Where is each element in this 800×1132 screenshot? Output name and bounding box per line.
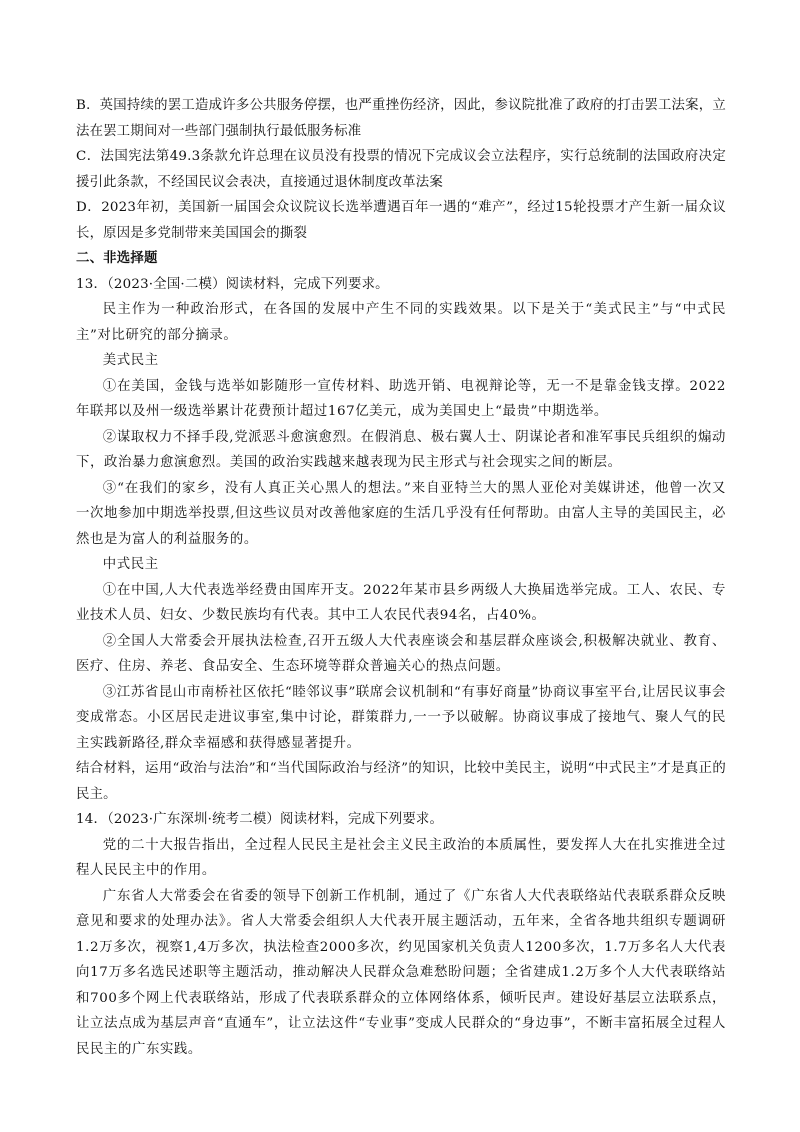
q14-paragraph-2: 广东省人大常委会在省委的领导下创新工作机制，通过了《广东省人大代表联络站代表联系群众反映意见和要求的处理办法》。省人大常委会组织人大代表开展主题活动，五年来，全省各地共组织专题调研1.2万多次，视察1,4万多次，执法检查2000多次，约见国家机关负责人1200多次，1.7万多名人大代表向17万多名选民述职等主题活动，推动解决人民群众急难愁盼问题；全省建成1.2万多个人大代表联络站和700多个网上代表联络站，形成了代表联系群众的立体网络体系，倾听民声。建设好基层立法联系点，让立法点成为基层声音“直通车”，让立法这件“专业事”变成人民群众的“身边事”，不断丰富拓展全过程人民民主的广东实践。 bbox=[76, 888, 726, 1057]
q13-intro: 民主作为一种政治形式，在各国的发展中产生不同的实践效果。以下是关于“美式民主”与“中式民主”对比研究的部分摘录。 bbox=[76, 302, 726, 343]
q13-cn-item-1: ①在中国,人大代表选举经费由国库开支。2022年某市县乡两级人大换届选举完成。工人、农民、专业技术人员、妇女、少数民族均有代表。其中工人农民代表94名，占40%。 bbox=[76, 582, 726, 623]
option-b: B．英国持续的罢工造成许多公共服务停摆，也严重挫伤经济，因此，参议院批准了政府的打击罢工法案，立法在罢工期间对一些部门强制执行最低服务标准 bbox=[76, 98, 726, 139]
document-page bbox=[76, 93, 726, 1062]
q13-us-item-1: ①在美国，金钱与选举如影随形一宣传材料、助选开销、电视辩论等，无一不是靠金钱支撑。2022年联邦以及州一级选举累计花费预计超过167亿美元，成为美国史上“最贵”中期选举。 bbox=[76, 378, 726, 419]
q14-paragraph-1: 党的二十大报告指出，全过程人民民主是社会主义民主政治的本质属性，要发挥人大在扎实推进全过程人民民主中的作用。 bbox=[76, 837, 726, 878]
option-d: D．2023年初，美国新一届国会众议院议长选举遭遇百年一遇的“难产”，经过15轮投票才产生新一届众议长，原因是多党制带来美国国会的撕裂 bbox=[76, 200, 726, 241]
q13-us-item-2: ②谋取权力不择手段,党派恶斗愈演愈烈。在假消息、极右翼人士、阴谋论者和准军事民兵组织的煽动下，政治暴力愈演愈烈。美国的政治实践越来越表现为民主形式与社会现实之间的断层。 bbox=[76, 429, 726, 470]
q13-cn-item-3: ③江苏省昆山市南桥社区依托“睦邻议事”联席会议机制和“有事好商量”协商议事室平台,让居民议事会变成常态。小区居民走进议事室,集中讨论，群策群力,一一予以破解。协商议事成了接地气、聚人气的民主实践新路径,群众幸福感和获得感显著提升。 bbox=[76, 684, 726, 751]
question-13-header: 13．（2023·全国·二模）阅读材料，完成下列要求。 bbox=[76, 276, 389, 292]
section-heading: 二、非选择题 bbox=[76, 251, 158, 266]
q13-cn-title: 中式民主 bbox=[102, 557, 159, 572]
question-14-header: 14．（2023·广东深圳·统考二模）阅读材料，完成下列要求。 bbox=[76, 812, 444, 827]
q13-us-item-3: ③“在我们的家乡，没有人真正关心黑人的想法。”来自亚特兰大的黑人亚伦对美媒讲述，他曾一次又一次地参加中期选举投票,但这些议员对改善他家庭的生活几乎没有任何帮助。由富人主导的美国民主，必然也是为富人的利益服务的。 bbox=[76, 480, 726, 547]
q13-cn-item-2: ②全国人大常委会开展执法检查,召开五级人大代表座谈会和基层群众座谈会,积极解决就业、教育、医疗、住房、养老、食品安全、生态环境等群众普遍关心的热点问题。 bbox=[76, 633, 726, 674]
q13-us-title: 美式民主 bbox=[102, 353, 159, 368]
option-c: C．法国宪法第49.3条款允许总理在议员没有投票的情况下完成议会立法程序，实行总统制的法国政府决定援引此条款，不经国民议会表决，直接通过退休制度改革法案 bbox=[76, 149, 726, 190]
q13-task: 结合材料，运用“政治与法治”和“当代国际政治与经济”的知识，比较中美民主，说明“中式民主”才是真正的民主。 bbox=[76, 761, 726, 802]
